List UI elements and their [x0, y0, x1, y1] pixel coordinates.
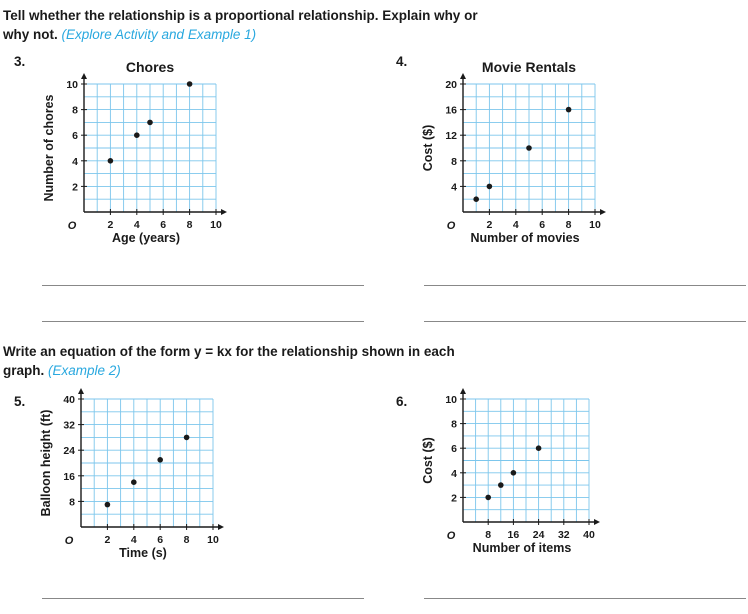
chores-origin-label: O: [67, 220, 77, 232]
problem-5-number: 5.: [14, 394, 26, 409]
chores-y-tick-label: 4: [72, 155, 78, 168]
items-data-point: [485, 495, 491, 501]
balloon-x-tick-label: 10: [207, 534, 219, 546]
section2-prompt-line2: [3, 361, 455, 380]
movie-rentals-x-tick-label: 10: [589, 219, 601, 231]
problem-5-answer-line[interactable]: [42, 598, 364, 599]
movie-rentals-y-axis-arrow: [460, 73, 466, 79]
chores-chart-title: Chores: [125, 59, 175, 75]
chores-y-axis-arrow: [81, 73, 87, 79]
items-x-axis-label: Number of items: [472, 541, 572, 555]
chores-y-tick-label: 10: [66, 79, 78, 91]
problem-6-number: 6.: [396, 394, 408, 409]
movie-rentals-x-tick-label: 4: [512, 219, 519, 231]
balloon-data-point: [184, 435, 190, 441]
chores-y-axis-label: Number of chores: [42, 94, 56, 202]
problem-4-answer-line-1[interactable]: [424, 285, 746, 286]
chores-x-tick-label: 10: [210, 219, 222, 231]
chores-x-tick-label: 6: [160, 219, 167, 231]
balloon-data-point: [105, 502, 111, 508]
chores-data-point: [187, 81, 193, 87]
items-y-tick-label: 8: [451, 418, 457, 431]
balloon-x-tick-label: 8: [183, 534, 190, 546]
chores-data-point: [108, 158, 114, 164]
balloon-x-tick-label: 2: [104, 534, 111, 546]
movie-rentals-data-point: [473, 196, 479, 202]
chores-data-point: [147, 120, 153, 126]
section2-prompt: [3, 342, 455, 380]
chores-y-tick-label: 2: [72, 181, 78, 194]
movie-rentals-y-axis-label: Cost ($): [421, 124, 435, 172]
movie-rentals-y-tick-label: 12: [445, 130, 457, 143]
items-data-point: [511, 470, 517, 476]
balloon-y-tick-label: 32: [63, 419, 75, 432]
items-x-tick-label: 40: [583, 529, 595, 541]
chores-x-tick-label: 2: [107, 219, 114, 231]
chores-y-tick-label: 8: [72, 104, 78, 117]
section1-prompt-line1: Tell whether the relationship is a proportional relationship. Explain why or: [3, 8, 478, 23]
chores-x-tick-label: 4: [133, 219, 140, 231]
balloon-origin-label: O: [64, 535, 74, 547]
section2-reference-link[interactable]: (Example 2): [48, 363, 121, 378]
movie-rentals-data-point: [487, 184, 493, 190]
items-y-tick-label: 10: [445, 394, 457, 406]
section1-prompt-line2-text: why not.: [3, 27, 58, 42]
section2-prompt-line2-text: graph.: [3, 363, 45, 378]
movie-rentals-y-tick-label: 4: [451, 181, 457, 194]
balloon-x-axis-arrow: [218, 524, 224, 530]
items-x-tick-label: 24: [532, 529, 545, 541]
movie-rentals-y-tick-label: 20: [445, 79, 457, 91]
items-y-axis-label: Cost ($): [421, 437, 435, 484]
balloon-y-axis-label: Balloon height (ft): [39, 409, 53, 517]
balloon-y-tick-label: 8: [69, 496, 75, 509]
items-y-tick-label: 6: [451, 443, 457, 456]
items-x-tick-label: 32: [557, 529, 570, 541]
problem-3-answer-line-1[interactable]: [42, 285, 364, 286]
chores-x-axis-arrow: [221, 209, 227, 215]
chores-x-axis-label: Age (years): [111, 231, 181, 245]
movie-rentals-y-tick-label: 8: [451, 155, 457, 168]
movie-rentals-x-tick-label: 6: [539, 219, 546, 231]
balloon-y-tick-label: 40: [63, 394, 75, 406]
balloon-y-axis-arrow: [78, 388, 84, 394]
movie-rentals-data-point: [566, 107, 572, 113]
problem-3-answer-line-2[interactable]: [42, 321, 364, 322]
movie-rentals-x-tick-label: 2: [486, 219, 493, 231]
balloon-y-tick-label: 16: [63, 470, 75, 483]
balloon-y-tick-label: 24: [63, 445, 75, 458]
items-y-tick-label: 2: [451, 492, 457, 505]
balloon-data-point: [131, 479, 137, 485]
items-data-point: [536, 445, 542, 451]
movie-rentals-x-tick-label: 8: [565, 219, 572, 231]
movie-rentals-chart-title: Movie Rentals: [481, 59, 577, 75]
movie-rentals-x-axis-arrow: [600, 209, 606, 215]
movie-rentals-origin-label: O: [446, 220, 456, 232]
items-x-axis-arrow: [594, 519, 600, 525]
items-y-tick-label: 4: [451, 467, 457, 480]
movie-rentals-x-axis-label: Number of movies: [470, 231, 580, 245]
items-x-tick-label: 8: [485, 529, 492, 541]
problem-4-number: 4.: [396, 54, 408, 69]
balloon-data-point: [157, 457, 163, 463]
movie-rentals-y-tick-label: 16: [445, 104, 457, 117]
items-origin-label: O: [446, 530, 456, 542]
chores-x-tick-label: 8: [186, 219, 193, 231]
balloon-x-tick-label: 4: [130, 534, 137, 546]
problem-6-answer-line[interactable]: [424, 598, 746, 599]
movie-rentals-data-point: [526, 145, 532, 151]
chores-y-tick-label: 6: [72, 130, 78, 143]
items-data-point: [498, 482, 504, 488]
items-y-axis-arrow: [460, 388, 466, 394]
section2-prompt-line1: Write an equation of the form y = kx for the relationship shown in each: [3, 344, 455, 359]
items-x-tick-label: 16: [507, 529, 520, 541]
chores-data-point: [134, 132, 140, 138]
balloon-x-axis-label: Time (s): [119, 546, 167, 560]
problem-4-answer-line-2[interactable]: [424, 321, 746, 322]
problem-3-number: 3.: [14, 54, 26, 69]
section1-reference-link[interactable]: (Explore Activity and Example 1): [61, 27, 257, 42]
balloon-x-tick-label: 6: [157, 534, 164, 546]
